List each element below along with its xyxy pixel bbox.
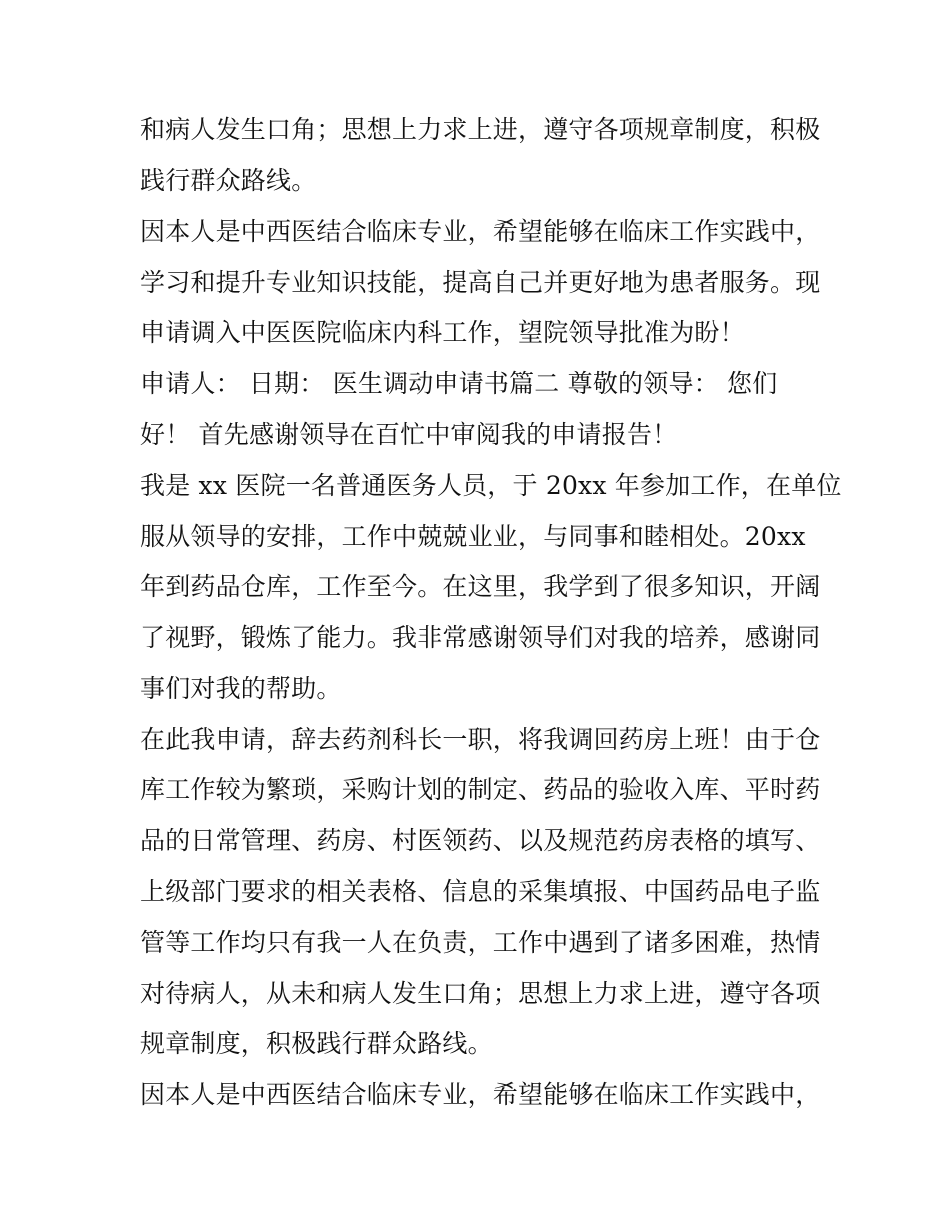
text-line: 年到药品仓库，工作至今。在这里，我学到了很多知识，开阔 <box>140 572 821 601</box>
text-line: 事们对我的帮助。 <box>140 674 342 703</box>
text-line: 管等工作均只有我一人在负责，工作中遇到了诸多困难，热情 <box>140 928 821 957</box>
text-line: 品的日常管理、药房、村医领药、以及规范药房表格的填写、 <box>140 826 821 855</box>
text-line: 因本人是中西医结合临床专业，希望能够在临床工作实践中， <box>140 1080 821 1109</box>
text-line: 践行群众路线。 <box>140 166 317 195</box>
text-line: 在此我申请，辞去药剂科长一职，将我调回药房上班！由于仓 <box>140 725 821 754</box>
text-line: 好！ 首先感谢领导在百忙中审阅我的申请报告！ <box>140 420 678 449</box>
text-line: 上级部门要求的相关表格、信息的采集填报、中国药品电子监 <box>140 877 821 906</box>
text-line: 学习和提升专业知识技能，提高自己并更好地为患者服务。现 <box>140 268 821 297</box>
text-line: 申请人： 日期： 医生调动申请书篇二 尊敬的领导： 您们 <box>140 369 778 398</box>
text-line: 了视野，锻炼了能力。我非常感谢领导们对我的培养，感谢同 <box>140 623 821 652</box>
text-line: 对待病人，从未和病人发生口角；思想上力求上进，遵守各项 <box>140 979 821 1008</box>
text-line: 因本人是中西医结合临床专业，希望能够在临床工作实践中， <box>140 217 821 246</box>
text-line: 和病人发生口角；思想上力求上进，遵守各项规章制度，积极 <box>140 115 821 144</box>
text-line: 库工作较为繁琐，采购计划的制定、药品的验收入库、平时药 <box>140 775 821 804</box>
text-line: 服从领导的安排，工作中兢兢业业，与同事和睦相处。20xx <box>140 522 806 551</box>
text-line: 规章制度，积极践行群众路线。 <box>140 1029 493 1058</box>
text-line: 我是 xx 医院一名普通医务人员，于 20xx 年参加工作，在单位 <box>140 471 842 500</box>
text-line: 申请调入中医医院临床内科工作，望院领导批准为盼！ <box>140 318 745 347</box>
